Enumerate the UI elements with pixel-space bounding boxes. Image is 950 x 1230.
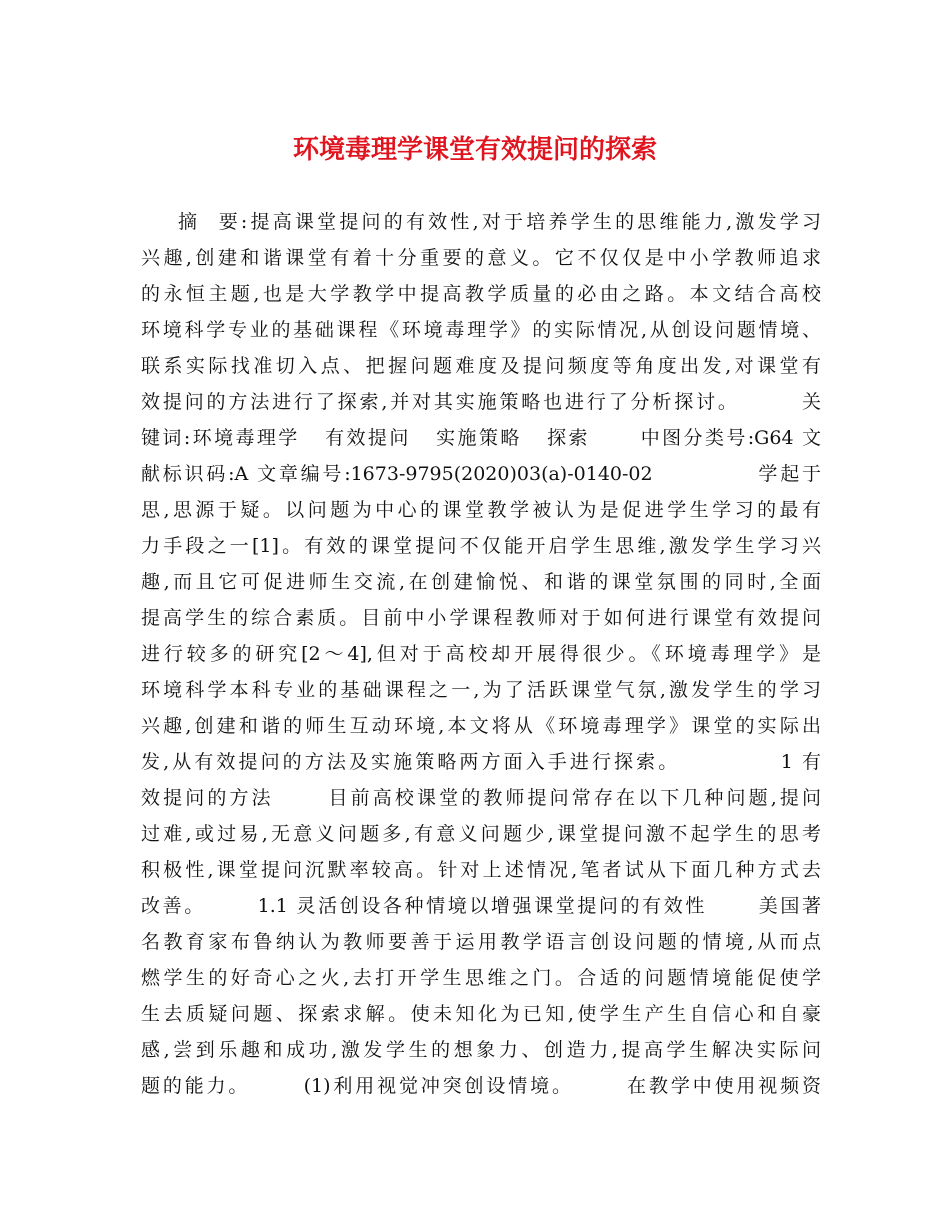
body-line: 进行较多的研究[2～4],但对于高校却开展得很少。《环境毒理学》是 <box>141 643 821 665</box>
body-line: 兴趣,创建和谐课堂有着十分重要的意义。它不仅仅是中小学教师追求 <box>141 247 821 269</box>
body-line: 趣,而且它可促进师生交流,在创建愉悦、和谐的课堂氛围的同时,全面 <box>141 571 821 593</box>
body-line: 效提问的方法 目前高校课堂的教师提问常存在以下几种问题,提问 <box>141 787 821 809</box>
body-line: 兴趣,创建和谐的师生互动环境,本文将从《环境毒理学》课堂的实际出 <box>141 715 821 737</box>
body-line: 提高学生的综合素质。目前中小学课程教师对于如何进行课堂有效提问 <box>141 607 821 629</box>
body-line: 的永恒主题,也是大学教学中提高教学质量的必由之路。本文结合高校 <box>141 283 821 305</box>
body-line: 题的能力。 (1)利用视觉冲突创设情境。 在教学中使用视频资 <box>141 1075 821 1097</box>
body-line: 感,尝到乐趣和成功,激发学生的想象力、创造力,提高学生解决实际问 <box>141 1039 821 1061</box>
document-title: 环境毒理学课堂有效提问的探索 <box>292 135 657 165</box>
document-body <box>141 204 821 1104</box>
body-line: 过难,或过易,无意义问题多,有意义问题少,课堂提问激不起学生的思考 <box>141 823 821 845</box>
body-line: 积极性,课堂提问沉默率较高。针对上述情况,笔者试从下面几种方式去 <box>141 859 821 881</box>
body-line: 改善。 1.1 灵活创设各种情境以增强课堂提问的有效性 美国著 <box>141 895 821 917</box>
body-line: 名教育家布鲁纳认为教师要善于运用教学语言创设问题的情境,从而点 <box>141 931 821 953</box>
body-line: 献标识码:A 文章编号:1673-9795(2020)03(a)-0140-02 学起于 <box>141 463 821 485</box>
body-line: 键词:环境毒理学 有效提问 实施策略 探索 中图分类号:G64 文 <box>141 427 821 449</box>
body-line: 环境科学本科专业的基础课程之一,为了活跃课堂气氛,激发学生的学习 <box>141 679 821 701</box>
body-line: 联系实际找准切入点、把握问题难度及提问频度等角度出发,对课堂有 <box>141 355 821 377</box>
body-line: 效提问的方法进行了探索,并对其实施策略也进行了分析探讨。 关 <box>141 391 821 413</box>
body-line: 思,思源于疑。以问题为中心的课堂教学被认为是促进学生学习的最有 <box>141 499 821 521</box>
body-line: 生去质疑问题、探索求解。使未知化为已知,使学生产生自信心和自豪 <box>141 1003 821 1025</box>
body-line: 力手段之一[1]。有效的课堂提问不仅能开启学生思维,激发学生学习兴 <box>141 535 821 557</box>
body-line: 环境科学专业的基础课程《环境毒理学》的实际情况,从创设问题情境、 <box>141 319 821 341</box>
body-line: 燃学生的好奇心之火,去打开学生思维之门。合适的问题情境能促使学 <box>141 967 821 989</box>
body-line: 摘 要:提高课堂提问的有效性,对于培养学生的思维能力,激发学习 <box>141 211 821 233</box>
body-line: 发,从有效提问的方法及实施策略两方面入手进行探索。 1 有 <box>141 751 821 773</box>
